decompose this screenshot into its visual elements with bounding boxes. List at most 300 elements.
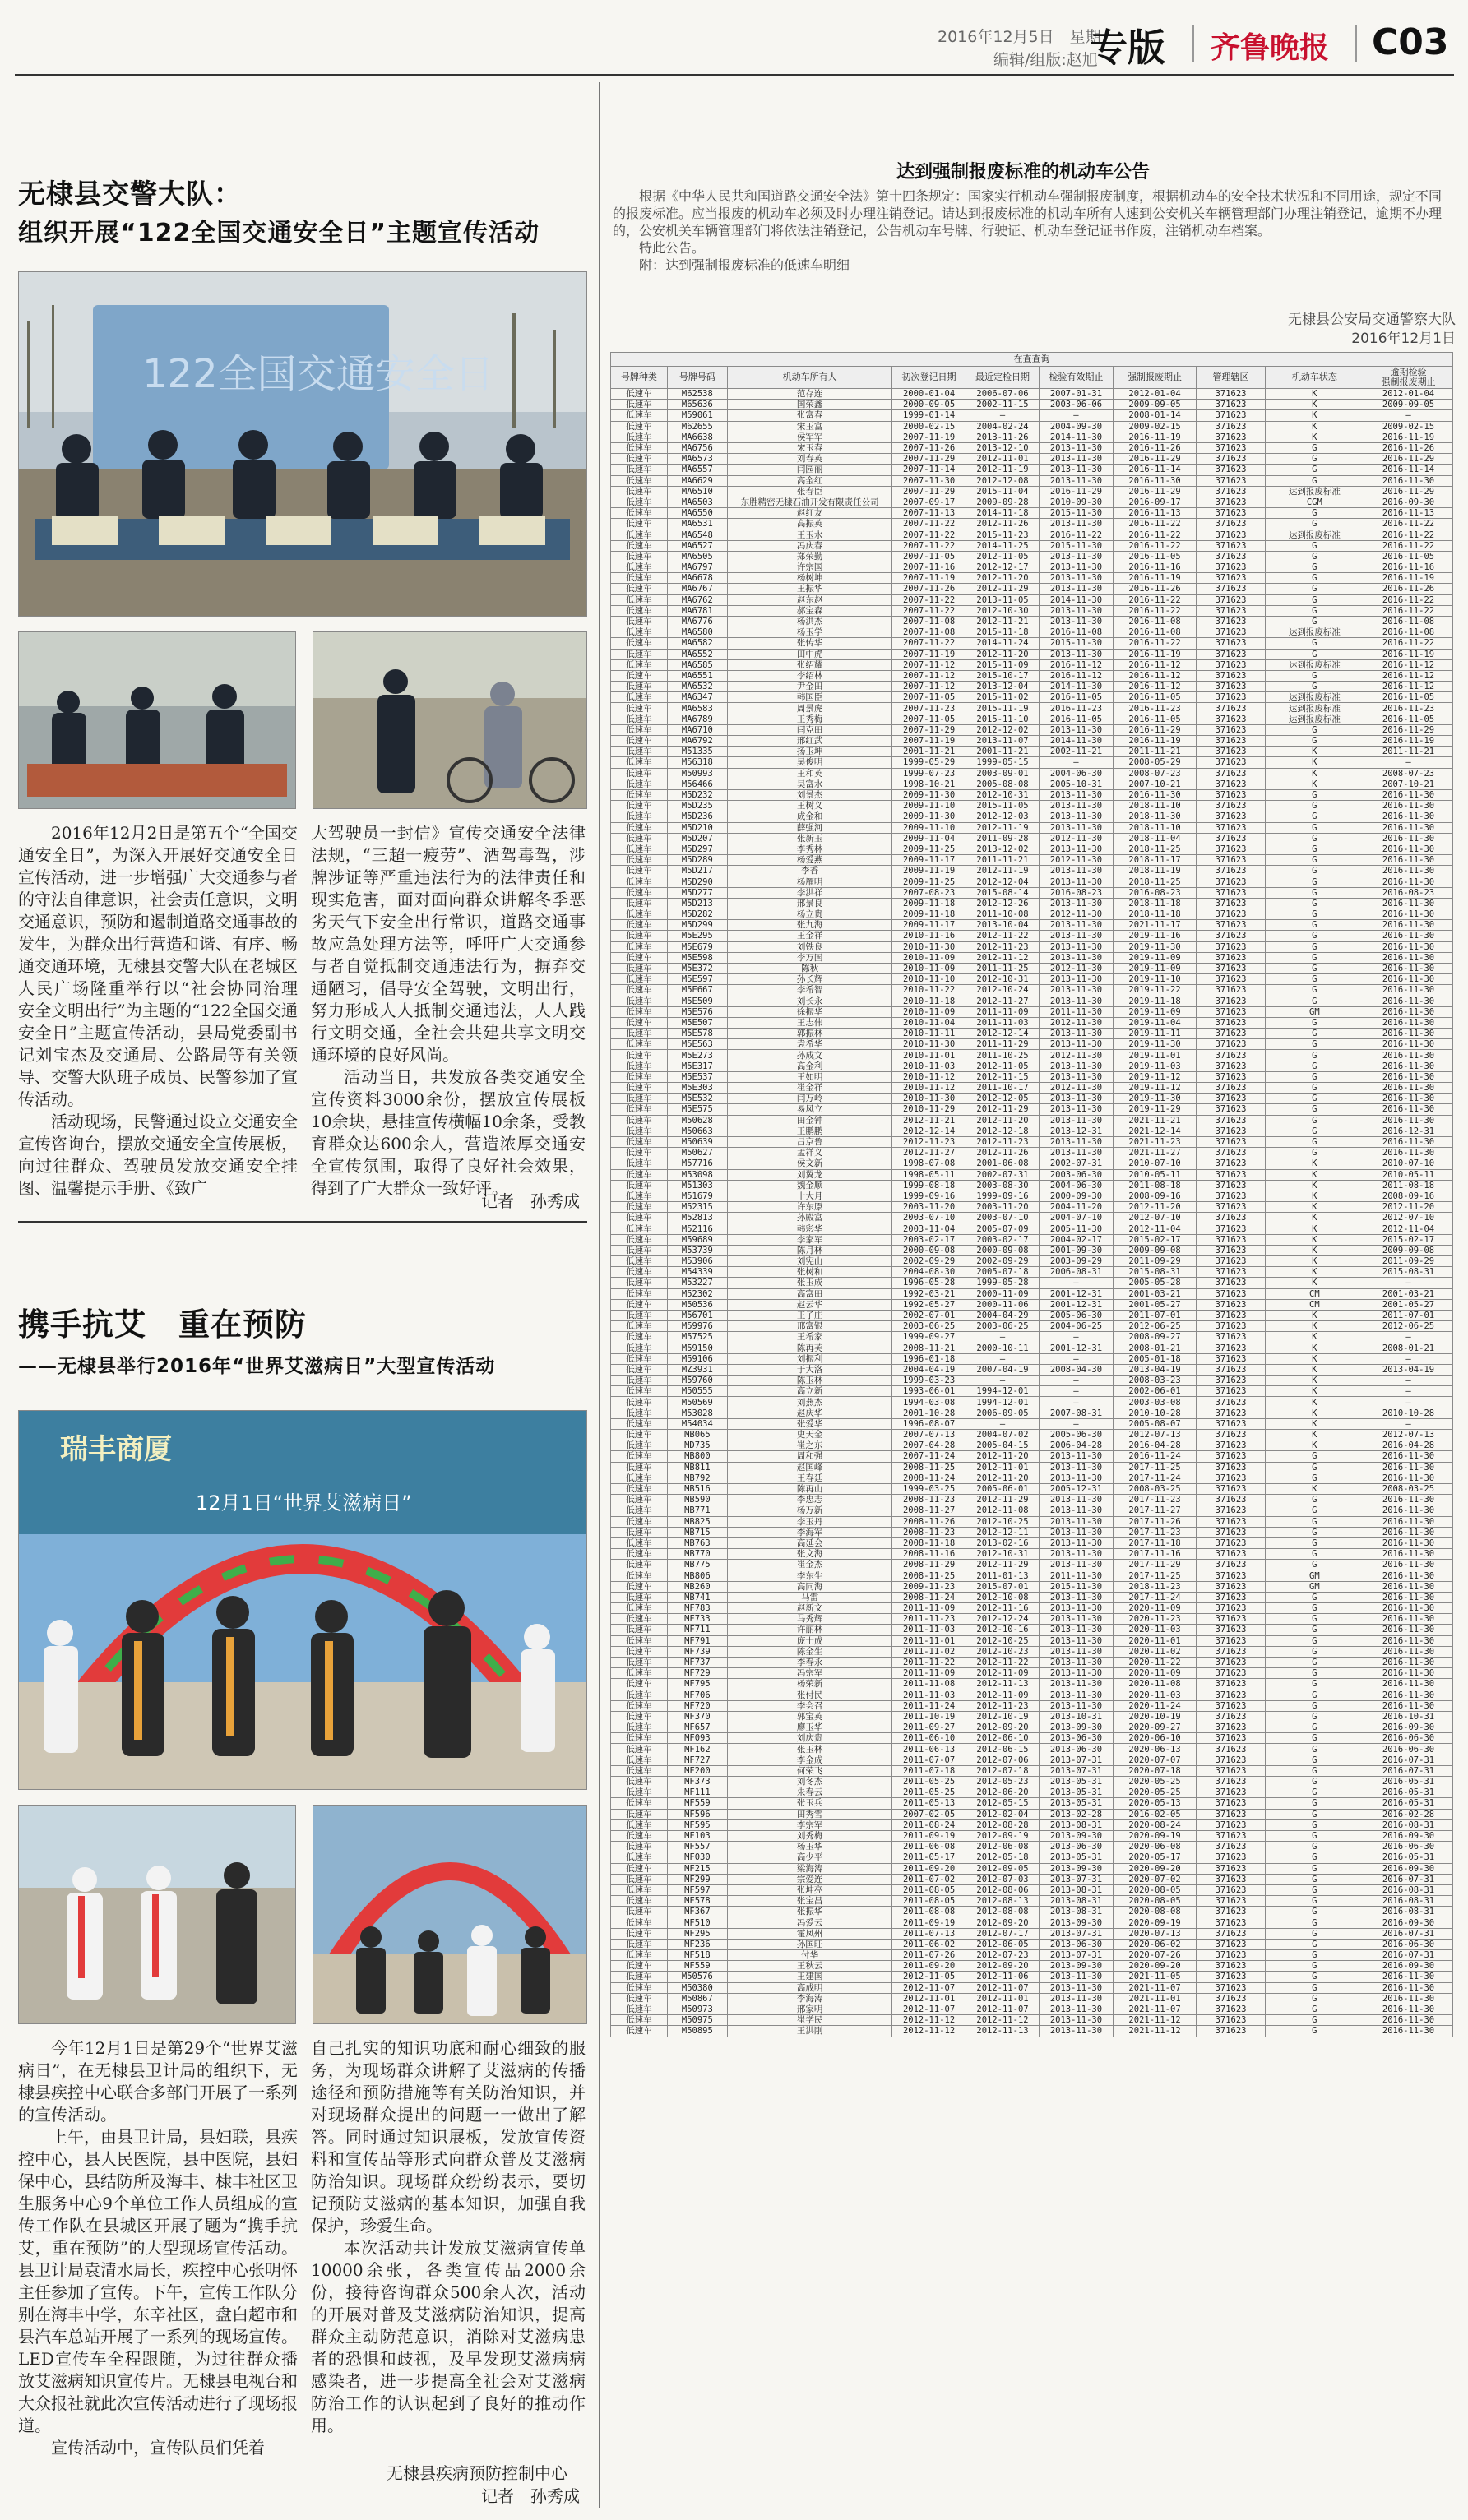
table-cell: 2017-11-24	[1113, 1473, 1197, 1483]
table-row	[611, 1549, 1453, 1560]
table-cell: 2008-05-29	[1113, 757, 1197, 768]
table-cell: 2018-11-10	[1113, 801, 1197, 811]
table-cell: 低速车	[611, 1635, 668, 1646]
table-cell: MF236	[667, 1939, 727, 1949]
table-cell: 2008-09-16	[1364, 1191, 1452, 1201]
table-cell: 郭振林	[727, 1029, 891, 1039]
table-row	[611, 1755, 1453, 1765]
table-cell: K	[1265, 1376, 1364, 1386]
table-cell: 2016-11-29	[1113, 454, 1197, 465]
table-cell: 低速车	[611, 1462, 668, 1473]
table-cell: M5D213	[667, 898, 727, 909]
table-cell: 2011-11-22	[892, 1657, 966, 1667]
table-cell: 2003-06-06	[1040, 400, 1113, 410]
table-cell: 高同海	[727, 1581, 891, 1592]
table-cell: 孙殿富	[727, 1213, 891, 1223]
table-cell: 2009-11-30	[892, 789, 966, 800]
table-cell: 许东原	[727, 1202, 891, 1213]
table-cell: 低速车	[611, 1169, 668, 1180]
table-cell: 低速车	[611, 1126, 668, 1136]
table-cell: 低速车	[611, 638, 668, 649]
table-row	[611, 1842, 1453, 1852]
table-cell: 2019-11-11	[1113, 1029, 1197, 1039]
table-cell: 2012-09-20	[966, 1722, 1039, 1733]
table-cell: 2013-10-31	[1040, 1711, 1113, 1722]
table-cell: 2011-09-20	[892, 1961, 966, 1972]
table-cell: 2021-11-23	[1113, 1136, 1197, 1147]
table-cell: 2005-11-30	[1040, 1223, 1113, 1234]
table-row	[611, 1376, 1453, 1386]
table-cell: 2016-11-12	[1113, 682, 1197, 692]
table-cell: K	[1265, 1430, 1364, 1440]
table-row	[611, 1722, 1453, 1733]
table-cell: 2008-09-27	[1113, 1332, 1197, 1343]
table-cell: 2011-08-18	[1113, 1180, 1197, 1191]
article1-para3: 活动当日，共发放各类交通安全宣传资料3000余份，摆放宣传展板10余块，悬挂宣传横幅10余条，受教育群众达600余人，营造浓厚交通安全宣传氛围，取得了良好社会效果，得到了广大群众一致好评。	[311, 1067, 586, 1198]
table-cell: 2007-11-19	[892, 432, 966, 442]
table-row	[611, 1765, 1453, 1776]
table-cell: CM	[1265, 1299, 1364, 1310]
table-cell: 1996-08-07	[892, 1418, 966, 1429]
table-cell: 2016-11-19	[1364, 649, 1452, 659]
table-row	[611, 1061, 1453, 1071]
table-cell: G	[1265, 1657, 1364, 1667]
table-cell: MA6580	[667, 627, 727, 638]
table-cell: 2007-11-26	[892, 442, 966, 453]
table-cell: 2012-11-05	[966, 551, 1039, 562]
table-cell: G	[1265, 594, 1364, 605]
table-cell: K	[1265, 400, 1364, 410]
article1-para2-cont: 大驾驶员一封信》宣传交通安全法律法规，“三超一疲劳”、酒驾毒驾，涉牌涉证等严重违法行为的法律责任和现实危害，面对面向群众讲解冬季恶劣天气下安全出行常识，道路交通事故应急处理方法等，呼吁广大交通参与者自觉抵制交通违法行为，摒弃交通陋习，倡导安全驾驶，文明出行，努力形成人人抵制交通违法，人人践行文明交通，全社会共建共享文明交通环境的良好风尚。	[311, 823, 586, 1065]
table-cell: G	[1265, 1755, 1364, 1765]
table-cell: 371623	[1197, 996, 1265, 1006]
table-cell: G	[1265, 1950, 1364, 1961]
table-cell: 2003-06-25	[966, 1321, 1039, 1332]
table-cell: M5E303	[667, 1083, 727, 1094]
table-cell: 高少平	[727, 1852, 891, 1863]
table-cell: 陈秋	[727, 963, 891, 973]
table-cell: 赵庆华	[727, 1408, 891, 1418]
table-cell: 2005-08-07	[1113, 1418, 1197, 1429]
table-cell: 371623	[1197, 1180, 1265, 1191]
table-cell: 371623	[1197, 1234, 1265, 1245]
table-cell: 2013-11-30	[1040, 1560, 1113, 1570]
table-cell: G	[1265, 1961, 1364, 1972]
table-cell: 2016-11-22	[1113, 540, 1197, 551]
table-cell: 2013-11-30	[1040, 952, 1113, 963]
table-cell: 周景虎	[727, 703, 891, 714]
table-cell: 2007-11-22	[892, 605, 966, 616]
table-cell: 2016-11-08	[1113, 616, 1197, 627]
table-cell: 2008-04-30	[1040, 1364, 1113, 1375]
table-cell: 2010-11-22	[892, 985, 966, 996]
table-cell: 低速车	[611, 1376, 668, 1386]
table-cell: MF030	[667, 1852, 727, 1863]
table-cell: 2012-11-07	[892, 1982, 966, 1993]
table-cell: 低速车	[611, 1798, 668, 1809]
table-cell: 2013-11-30	[1040, 1104, 1113, 1115]
table-cell: 2013-11-30	[1040, 1614, 1113, 1625]
table-cell: 陈金生	[727, 1646, 891, 1657]
table-cell: 2007-11-12	[892, 682, 966, 692]
table-cell: 低速车	[611, 1343, 668, 1353]
table-row	[611, 1310, 1453, 1320]
table-cell: 371623	[1197, 1191, 1265, 1201]
table-cell: 2016-11-19	[1364, 736, 1452, 747]
table-cell: 低速车	[611, 1679, 668, 1690]
table-cell: 低速车	[611, 1711, 668, 1722]
table-cell: 2020-11-09	[1113, 1603, 1197, 1614]
table-cell: M53028	[667, 1408, 727, 1418]
table-cell: M5D210	[667, 822, 727, 833]
table-row	[611, 1148, 1453, 1158]
table-cell: 张传华	[727, 638, 891, 649]
table-cell: 2011-10-08	[966, 909, 1039, 920]
table-cell: 低速车	[611, 1744, 668, 1755]
table-cell: 2013-11-30	[1040, 801, 1113, 811]
table-cell: 冯宗军	[727, 1668, 891, 1679]
table-cell: 赵云华	[727, 1299, 891, 1310]
table-row	[611, 540, 1453, 551]
table-cell: 2004-02-24	[966, 421, 1039, 432]
table-row	[611, 1299, 1453, 1310]
table-cell: 2011-11-23	[892, 1614, 966, 1625]
table-cell: 2012-10-25	[966, 1516, 1039, 1527]
vehicle-table	[610, 352, 1453, 2037]
table-cell: 2021-12-14	[1113, 1126, 1197, 1136]
table-cell: 371623	[1197, 1039, 1265, 1050]
table-cell: 2005-01-18	[1113, 1353, 1197, 1364]
table-cell: 2016-11-29	[1113, 724, 1197, 735]
table-cell: G	[1265, 1451, 1364, 1462]
table-row	[611, 1560, 1453, 1570]
table-cell: 张玉林	[727, 1744, 891, 1755]
table-cell: 2016-07-31	[1364, 1950, 1452, 1961]
table-cell: 2011-11-08	[892, 1679, 966, 1690]
table-cell: 2016-11-30	[1364, 1635, 1452, 1646]
table-cell: 2013-08-31	[1040, 1896, 1113, 1907]
table-cell: 371623	[1197, 931, 1265, 941]
table-cell: 国荣鑫	[727, 400, 891, 410]
table-cell: 低速车	[611, 1029, 668, 1039]
notice-para1: 根据《中华人民共和国道路交通安全法》第十四条规定：国家实行机动车强制报废制度，根据机动车的安全技术状况和不同用途，规定不同的报废标准。应当报废的机动车必须及时办理注销登记。请达到报废标准的机动车所有人速到公安机关车辆管理部门办理注销登记，逾期不办理的，公安机关车辆管理部门将依法注销登记，公告机动车号牌、行驶证、机动车登记证书作废，注销机动车档案。	[613, 188, 1443, 238]
table-cell: M65636	[667, 400, 727, 410]
table-cell: 2016-11-30	[1113, 789, 1197, 800]
table-cell: 王金祥	[727, 931, 891, 941]
table-cell: 2011-07-26	[892, 1950, 966, 1961]
table-cell: 371623	[1197, 963, 1265, 973]
table-cell: 2019-11-30	[1113, 941, 1197, 952]
table-cell: 2006-04-28	[1040, 1440, 1113, 1451]
table-cell: 郑荣勤	[727, 551, 891, 562]
table-cell: 371623	[1197, 1744, 1265, 1755]
table-cell: 371623	[1197, 1483, 1265, 1494]
table-cell: 2013-11-30	[1040, 1094, 1113, 1104]
table-cell: 2016-04-28	[1113, 1440, 1197, 1451]
table-row	[611, 1614, 1453, 1625]
table-cell: 2016-09-30	[1364, 497, 1452, 507]
table-cell: 2012-07-13	[1364, 1430, 1452, 1440]
table-cell: 371623	[1197, 1017, 1265, 1028]
table-cell: 1999-03-25	[892, 1483, 966, 1494]
table-cell: G	[1265, 952, 1364, 963]
table-cell: 低速车	[611, 1560, 668, 1570]
table-cell: 低速车	[611, 421, 668, 432]
table-cell: MA6510	[667, 486, 727, 497]
table-cell: GM	[1265, 1570, 1364, 1581]
table-row	[611, 1006, 1453, 1017]
table-cell: 2017-11-23	[1113, 1527, 1197, 1537]
table-cell: 低速车	[611, 1733, 668, 1744]
table-cell: M52315	[667, 1202, 727, 1213]
table-row	[611, 1505, 1453, 1516]
table-cell: 2007-11-23	[892, 703, 966, 714]
table-cell: 371623	[1197, 1213, 1265, 1223]
table-cell: 2007-11-13	[892, 508, 966, 519]
table-cell: 2012-06-25	[1364, 1321, 1452, 1332]
table-cell: 达到报废标准	[1265, 627, 1364, 638]
table-cell: 崔之东	[727, 1440, 891, 1451]
table-cell: 低速车	[611, 1191, 668, 1201]
table-cell: M5D282	[667, 909, 727, 920]
table-cell: 低速车	[611, 963, 668, 973]
table-cell: 2016-11-14	[1113, 465, 1197, 475]
table-cell: 2013-11-30	[1040, 1473, 1113, 1483]
table-row	[611, 1180, 1453, 1191]
table-cell: 2013-12-31	[1040, 1126, 1113, 1136]
table-cell: 2003-07-10	[966, 1213, 1039, 1223]
table-cell: 1994-12-01	[966, 1386, 1039, 1397]
table-cell: 2016-11-30	[1364, 1570, 1452, 1581]
table-cell: M52302	[667, 1288, 727, 1299]
table-cell: 低速车	[611, 1451, 668, 1462]
table-cell: 2007-10-21	[1113, 779, 1197, 789]
table-cell: MA6762	[667, 594, 727, 605]
table-cell: 闫克田	[727, 724, 891, 735]
table-cell: 371623	[1197, 1777, 1265, 1787]
table-cell: 2012-11-20	[966, 1473, 1039, 1483]
table-row	[611, 1516, 1453, 1527]
table-cell: 2016-06-30	[1364, 1744, 1452, 1755]
table-cell: 王和英	[727, 768, 891, 779]
table-cell: 低速车	[611, 1830, 668, 1841]
table-cell: 低速车	[611, 1364, 668, 1375]
table-cell: 2012-07-03	[966, 1874, 1039, 1884]
table-cell: 马秀辉	[727, 1614, 891, 1625]
table-cell: 2013-05-31	[1040, 1777, 1113, 1787]
table-cell: 低速车	[611, 736, 668, 747]
table-cell: 371623	[1197, 1495, 1265, 1505]
table-cell: —	[1364, 1353, 1452, 1364]
table-cell: 371623	[1197, 779, 1265, 789]
table-cell: 2016-11-30	[1364, 811, 1452, 822]
table-row	[611, 1050, 1453, 1061]
table-cell: MF559	[667, 1798, 727, 1809]
table-cell: MB516	[667, 1483, 727, 1494]
table-cell: 低速车	[611, 1440, 668, 1451]
table-cell: MB800	[667, 1451, 727, 1462]
table-cell: 李金成	[727, 1755, 891, 1765]
article2-column2	[311, 2037, 586, 2437]
table-cell: 2007-11-16	[892, 562, 966, 573]
table-cell: 371623	[1197, 692, 1265, 703]
table-cell: 2004-09-30	[1040, 421, 1113, 432]
table-cell: 371623	[1197, 1136, 1265, 1147]
table-cell: 2016-12-31	[1364, 1126, 1452, 1136]
table-row	[611, 866, 1453, 876]
table-cell: 李玉丹	[727, 1516, 891, 1527]
table-row	[611, 1256, 1453, 1267]
article2-title: 携手抗艾 重在预防	[18, 1306, 308, 1343]
table-row	[611, 789, 1453, 800]
table-cell: 2013-11-30	[1040, 898, 1113, 909]
table-cell: MF578	[667, 1896, 727, 1907]
table-cell: 2012-05-15	[966, 1798, 1039, 1809]
table-cell: K	[1265, 747, 1364, 757]
table-row	[611, 1288, 1453, 1299]
table-cell: 371623	[1197, 1202, 1265, 1213]
table-cell: 刘景杰	[727, 789, 891, 800]
table-cell: MB771	[667, 1505, 727, 1516]
table-cell: 吴富水	[727, 779, 891, 789]
table-cell: 371623	[1197, 974, 1265, 985]
table-cell: 2021-11-12	[1113, 2015, 1197, 2026]
table-cell: 低速车	[611, 1180, 668, 1191]
table-cell: 2013-11-30	[1040, 974, 1113, 985]
aids-day-main-photo	[18, 1410, 587, 1790]
table-cell: 2016-11-30	[1364, 1993, 1452, 2004]
traffic-day-main-photo	[18, 271, 587, 617]
page-number: C03	[1372, 21, 1449, 63]
table-cell: 2012-10-24	[966, 985, 1039, 996]
table-cell: MF737	[667, 1657, 727, 1667]
table-cell: 371623	[1197, 1993, 1265, 2004]
table-cell: 371623	[1197, 1917, 1265, 1928]
table-cell: 2008-03-23	[1113, 1376, 1197, 1386]
table-cell: G	[1265, 1104, 1364, 1115]
table-cell: MF557	[667, 1842, 727, 1852]
table-cell: 廖玉华	[727, 1722, 891, 1733]
table-cell: 2005-08-08	[966, 779, 1039, 789]
table-cell: M53227	[667, 1278, 727, 1288]
table-cell: 371623	[1197, 1440, 1265, 1451]
table-cell: 371623	[1197, 659, 1265, 670]
table-cell: 371623	[1197, 1798, 1265, 1809]
table-cell: 低速车	[611, 627, 668, 638]
table-row	[611, 985, 1453, 996]
table-row	[611, 1884, 1453, 1895]
table-row	[611, 1646, 1453, 1657]
table-row	[611, 573, 1453, 584]
table-row	[611, 1483, 1453, 1494]
table-cell: 王振华	[727, 584, 891, 594]
table-cell: K	[1265, 768, 1364, 779]
table-row	[611, 909, 1453, 920]
table-cell: 371623	[1197, 855, 1265, 866]
table-cell: G	[1265, 540, 1364, 551]
table-cell: MF111	[667, 1787, 727, 1798]
table-row	[611, 1668, 1453, 1679]
table-cell: 2016-11-05	[1113, 714, 1197, 724]
table-cell: G	[1265, 573, 1364, 584]
table-cell: 低速车	[611, 789, 668, 800]
table-cell: 371623	[1197, 1397, 1265, 1408]
table-cell: 2016-11-12	[1040, 670, 1113, 681]
article1-column2	[311, 822, 586, 1200]
table-cell: 低速车	[611, 1961, 668, 1972]
header-rule	[15, 74, 1454, 76]
table-cell: 371623	[1197, 1353, 1265, 1364]
table-cell: 2007-09-17	[892, 497, 966, 507]
table-cell: 2012-11-23	[892, 1136, 966, 1147]
table-cell: 2016-11-30	[1364, 1700, 1452, 1711]
table-cell: 371623	[1197, 2015, 1265, 2026]
table-cell: 郭宝英	[727, 1711, 891, 1722]
table-cell: 杨玉华	[727, 1842, 891, 1852]
table-cell: G	[1265, 1549, 1364, 1560]
table-cell: 霍凤州	[727, 1928, 891, 1939]
table-row	[611, 1158, 1453, 1169]
table-cell: 王子庄	[727, 1310, 891, 1320]
table-cell: 371623	[1197, 1115, 1265, 1126]
table-cell: 371623	[1197, 941, 1265, 952]
table-cell: 2011-11-02	[892, 1646, 966, 1657]
table-cell: 2011-11-03	[966, 1017, 1039, 1028]
table-cell: 371623	[1197, 1516, 1265, 1527]
table-cell: 2011-11-30	[1040, 1006, 1113, 1017]
table-cell: 2016-11-30	[1364, 1560, 1452, 1570]
table-row	[611, 454, 1453, 465]
table-cell: 2014-11-18	[966, 508, 1039, 519]
table-cell: K	[1265, 389, 1364, 400]
table-cell: 2016-09-17	[1113, 497, 1197, 507]
table-cell: 371623	[1197, 1321, 1265, 1332]
table-cell: 2020-11-03	[1113, 1625, 1197, 1635]
table-cell: 2016-11-30	[1364, 1646, 1452, 1657]
table-cell: MB715	[667, 1527, 727, 1537]
table-cell: MF795	[667, 1679, 727, 1690]
table-cell: 2015-11-30	[1040, 508, 1113, 519]
table-cell: 371623	[1197, 1603, 1265, 1614]
table-cell: 2016-11-29	[1364, 724, 1452, 735]
table-cell: M51335	[667, 747, 727, 757]
table-cell: M5D289	[667, 855, 727, 866]
table-cell: M5E273	[667, 1050, 727, 1061]
table-cell: 李宗军	[727, 1819, 891, 1830]
table-cell: 2012-12-11	[966, 1527, 1039, 1537]
table-cell: 低速车	[611, 1874, 668, 1884]
table-cell: MA6638	[667, 432, 727, 442]
table-cell: 2016-08-23	[1040, 887, 1113, 898]
table-cell: 2011-07-18	[892, 1765, 966, 1776]
table-cell: 2012-07-18	[966, 1765, 1039, 1776]
table-cell: MF597	[667, 1884, 727, 1895]
table-cell: 低速车	[611, 682, 668, 692]
table-cell: G	[1265, 898, 1364, 909]
table-cell: 2012-11-30	[1040, 1083, 1113, 1094]
table-cell: 2013-07-31	[1040, 1755, 1113, 1765]
table-cell: 2012-12-26	[966, 898, 1039, 909]
table-cell: 低速车	[611, 985, 668, 996]
table-cell: 低速车	[611, 1061, 668, 1071]
table-cell: 2010-11-01	[892, 1050, 966, 1061]
table-cell: 2016-02-05	[1113, 1809, 1197, 1819]
table-cell: G	[1265, 811, 1364, 822]
table-cell: 低速车	[611, 594, 668, 605]
table-cell: 2012-11-04	[1113, 1223, 1197, 1234]
table-cell: —	[1040, 1332, 1113, 1343]
table-cell: —	[1364, 757, 1452, 768]
